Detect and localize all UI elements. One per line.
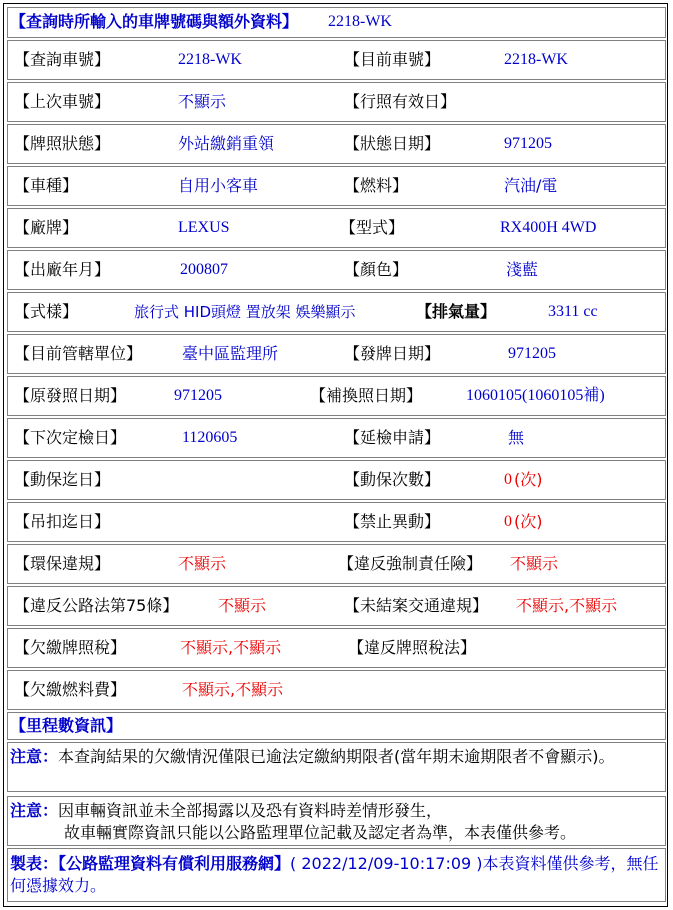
- value-previous-plate: 不顯示: [178, 92, 227, 111]
- label-model: 【型式】: [340, 218, 405, 237]
- value-current-plate: 2218-WK: [504, 51, 568, 68]
- value-style: 旅行式 HID頭燈 置放架 娛樂顯示: [134, 303, 356, 321]
- label-unpaid-fuel-fee: 【欠繳燃料費】: [14, 680, 127, 699]
- value-brand: LEXUS: [178, 219, 230, 236]
- value-original-issue-date: 971205: [174, 387, 222, 404]
- footer-timestamp: ( 2022/12/09-10:17:09 ): [290, 854, 483, 873]
- note-disclaimer-body: [10, 800, 660, 844]
- value-transfer-ban: 0: [504, 513, 512, 530]
- note-overdue: [7, 742, 666, 792]
- header-plate: 2218-WK: [328, 13, 392, 30]
- value-jurisdiction: 臺中區監理所: [182, 344, 279, 363]
- note-disclaimer-line1: 因車輛資訊並未全部揭露以及恐有資料時差情形發生，: [58, 801, 443, 820]
- row-plate-status: [7, 124, 666, 164]
- note-disclaimer-line2: 故車輛實際資訊只能以公路監理單位記載及認定者為準，本表僅供參考。: [64, 823, 577, 842]
- value-fuel: 汽油/電: [504, 176, 558, 195]
- value-open-traffic-violation: 不顯示,不顯示: [516, 596, 618, 615]
- mileage-section: [7, 712, 666, 740]
- row-suspension-end-date: [7, 502, 666, 542]
- label-plate-status: 【牌照狀態】: [14, 134, 111, 153]
- label-vehicle-type: 【車種】: [14, 176, 79, 195]
- note-disclaimer-label: 注意：: [10, 801, 59, 820]
- label-original-issue-date: 【原發照日期】: [14, 386, 127, 405]
- row-lien-end-date: [7, 460, 666, 500]
- label-next-inspection: 【下次定檢日】: [14, 428, 127, 447]
- value-insurance-violation: 不顯示: [510, 554, 559, 573]
- header-title: 【查詢時所輸入的車牌號碼與額外資料】: [10, 12, 299, 31]
- row-jurisdiction: [7, 334, 666, 374]
- value-plate-issue-date: 971205: [508, 345, 556, 362]
- row-style: [7, 292, 666, 332]
- row-brand: [7, 208, 666, 248]
- label-color: 【顏色】: [344, 260, 409, 279]
- value-lien-count: 0: [504, 471, 512, 488]
- value-next-inspection: 1120605: [182, 429, 238, 446]
- value-highway-act-violation: 不顯示: [218, 596, 267, 615]
- note-disclaimer: [7, 796, 666, 846]
- value-environmental-violation: 不顯示: [178, 554, 227, 573]
- row-unpaid-fuel-fee: [7, 670, 666, 710]
- value-model: RX400H 4WD: [500, 219, 597, 236]
- value-lien-count-unit: (次): [514, 470, 543, 489]
- row-highway-act-violation: [7, 586, 666, 626]
- label-jurisdiction: 【目前管轄單位】: [14, 344, 143, 363]
- label-style: 【式樣】: [14, 302, 79, 321]
- label-current-plate: 【目前車號】: [344, 50, 441, 69]
- value-vehicle-type: 自用小客車: [178, 176, 259, 195]
- row-unpaid-license-tax: [7, 628, 666, 668]
- row-manufacture-date: [7, 250, 666, 290]
- label-reissue-date: 【補換照日期】: [310, 386, 423, 405]
- label-lien-end-date: 【動保迄日】: [14, 470, 111, 489]
- value-unpaid-fuel-fee: 不顯示,不顯示: [182, 680, 284, 699]
- label-suspension-end-date: 【吊扣迄日】: [14, 512, 111, 531]
- note-overdue-text: 本查詢結果的欠繳情況僅限已逾法定繳納期限者(當年期末逾期限者不會顯示)。: [58, 747, 615, 766]
- label-lien-count: 【動保次數】: [344, 470, 441, 489]
- value-manufacture-date: 200807: [180, 261, 228, 278]
- label-environmental-violation: 【環保違規】: [14, 554, 111, 573]
- label-status-date: 【狀態日期】: [344, 134, 441, 153]
- label-license-tax-violation: 【違反牌照稅法】: [348, 638, 477, 657]
- value-reissue-date: 1060105(1060105補): [466, 387, 605, 404]
- label-unpaid-license-tax: 【欠繳牌照稅】: [14, 638, 127, 657]
- value-plate-status: 外站繳銷重領: [178, 134, 275, 153]
- row-previous-plate: [7, 82, 666, 122]
- row-next-inspection: [7, 418, 666, 458]
- value-transfer-ban-unit: (次): [514, 512, 543, 531]
- label-manufacture-date: 【出廠年月】: [14, 260, 111, 279]
- label-highway-act-violation: 【違反公路法第75條】: [14, 596, 179, 615]
- label-inspection-extension: 【延檢申請】: [344, 428, 441, 447]
- footer-text: 本表資料僅供參考，無任何憑據效力。: [10, 854, 659, 895]
- label-displacement: 【排氣量】: [416, 302, 497, 321]
- label-plate-issue-date: 【發牌日期】: [344, 344, 441, 363]
- footer-body: [10, 853, 660, 897]
- label-brand: 【廠牌】: [14, 218, 79, 237]
- label-license-valid-date: 【行照有效日】: [344, 92, 457, 111]
- value-color: 淺藍: [506, 260, 539, 279]
- mileage-title: 【里程數資訊】: [10, 716, 123, 735]
- label-query-plate: 【查詢車號】: [14, 50, 111, 69]
- row-query-plate: [7, 40, 666, 80]
- value-query-plate: 2218-WK: [178, 51, 242, 68]
- row-vehicle-type: [7, 166, 666, 206]
- header-row: [7, 7, 666, 38]
- label-previous-plate: 【上次車號】: [14, 92, 111, 111]
- footer-label: 製表：: [10, 854, 59, 873]
- value-status-date: 971205: [504, 135, 552, 152]
- label-open-traffic-violation: 【未結案交通違規】: [344, 596, 489, 615]
- note-overdue-body: [10, 746, 660, 768]
- value-displacement: 3311 cc: [548, 303, 598, 320]
- label-transfer-ban: 【禁止異動】: [344, 512, 441, 531]
- value-unpaid-license-tax: 不顯示,不顯示: [180, 638, 282, 657]
- label-fuel: 【燃料】: [344, 176, 409, 195]
- footer-service-name: 【公路監理資料有償利用服務網】: [58, 854, 291, 873]
- value-inspection-extension: 無: [508, 428, 525, 447]
- row-environmental-violation: [7, 544, 666, 584]
- note-overdue-label: 注意：: [10, 747, 59, 766]
- label-insurance-violation: 【違反強制責任險】: [338, 554, 483, 573]
- footer-notice: [7, 848, 666, 902]
- row-original-issue-date: [7, 376, 666, 416]
